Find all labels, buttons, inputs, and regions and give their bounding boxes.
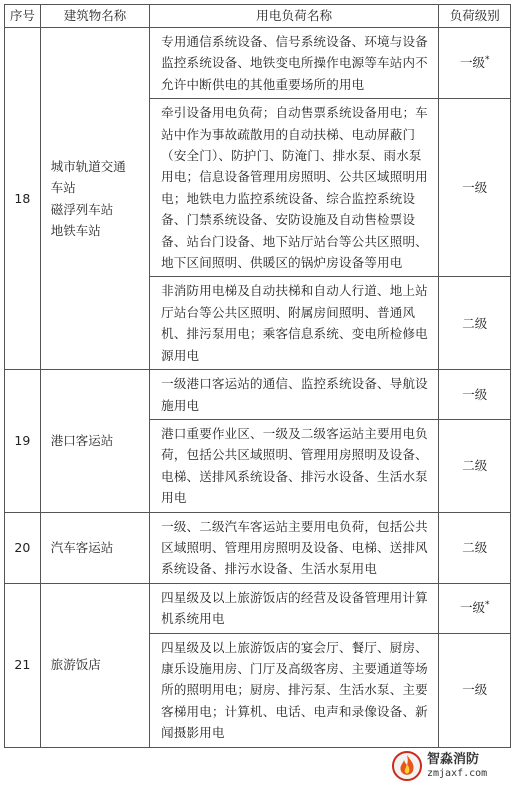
load-description: 牵引设备用电负荷；自动售票系统设备用电；车站中作为事故疏散用的自动扶梯、电动屏蔽门（安全门）、防护门、防淹门、排水泵、雨水泵用电；信息设备管理用房照明、公共区域照明用电；地铁电力监控系统设备、综合监控系统设备、门禁系统设备、安防设施及自动售检票设备、站台门设备、地下站厅站台等公共区照明、地下区间照明、供暖区的锅炉房设备等用电 (150, 99, 439, 277)
header-building: 建筑物名称 (40, 5, 149, 28)
load-description: 专用通信系统设备、信号系统设备、环境与设备监控系统设备、地铁变电所操作电源等车站内不允许中断供电的其他重要场所的用电 (150, 28, 439, 99)
asterisk-mark: * (484, 600, 490, 611)
header-level: 负荷级别 (439, 5, 511, 28)
watermark-url: zmjaxf.com (427, 767, 488, 779)
table-row (5, 512, 511, 583)
table-row (5, 28, 511, 99)
load-level: 一级* (439, 583, 511, 633)
load-description: 非消防用电梯及自动扶梯和自动人行道、地上站厅站台等公共区照明、附属房间照明、普通风机、排污泵用电；乘客信息系统、变电所检修电源用电 (150, 277, 439, 370)
header-load: 用电负荷名称 (150, 5, 439, 28)
load-description: 四星级及以上旅游饭店的经营及设备管理用计算机系统用电 (150, 583, 439, 633)
load-level: 二级 (439, 512, 511, 583)
load-level-table (4, 4, 511, 748)
load-level: 一级* (439, 28, 511, 99)
row-no: 18 (5, 28, 41, 370)
load-level-table-page (4, 4, 511, 748)
load-description: 一级港口客运站的通信、监控系统设备、导航设施用电 (150, 370, 439, 420)
flame-logo-icon (391, 750, 423, 782)
header-no: 序号 (5, 5, 41, 28)
building-name: 汽车客运站 (40, 512, 149, 583)
building-name: 港口客运站 (40, 370, 149, 512)
building-name: 城市轨道交通 车站 磁浮列车站 地铁车站 (40, 28, 149, 370)
table-row (5, 583, 511, 633)
table-header-row (5, 5, 511, 28)
load-description: 一级、二级汽车客运站主要用电负荷，包括公共区域照明、管理用房照明及设备、电梯、送排风系统设备、排污水设备、生活水泵用电 (150, 512, 439, 583)
load-level: 二级 (439, 277, 511, 370)
building-name: 旅游饭店 (40, 583, 149, 747)
load-description: 港口重要作业区、一级及二级客运站主要用电负荷，包括公共区域照明、管理用房照明及设备、电梯、送排风系统设备、排污水设备、生活水泵用电 (150, 419, 439, 512)
row-no: 20 (5, 512, 41, 583)
row-no: 19 (5, 370, 41, 512)
load-level: 二级 (439, 419, 511, 512)
row-no: 21 (5, 583, 41, 747)
table-row (5, 370, 511, 420)
load-level: 一级 (439, 633, 511, 747)
site-watermark (391, 748, 511, 784)
load-level: 一级 (439, 99, 511, 277)
load-description: 四星级及以上旅游饭店的宴会厅、餐厅、厨房、康乐设施用房、门厅及高级客房、主要通道等场所的照明用电；厨房、排污泵、生活水泵、主要客梯用电；计算机、电话、电声和录像设备、新闻摄影用电 (150, 633, 439, 747)
load-level: 一级 (439, 370, 511, 420)
watermark-name: 智淼消防 (427, 752, 480, 768)
asterisk-mark: * (484, 55, 490, 66)
